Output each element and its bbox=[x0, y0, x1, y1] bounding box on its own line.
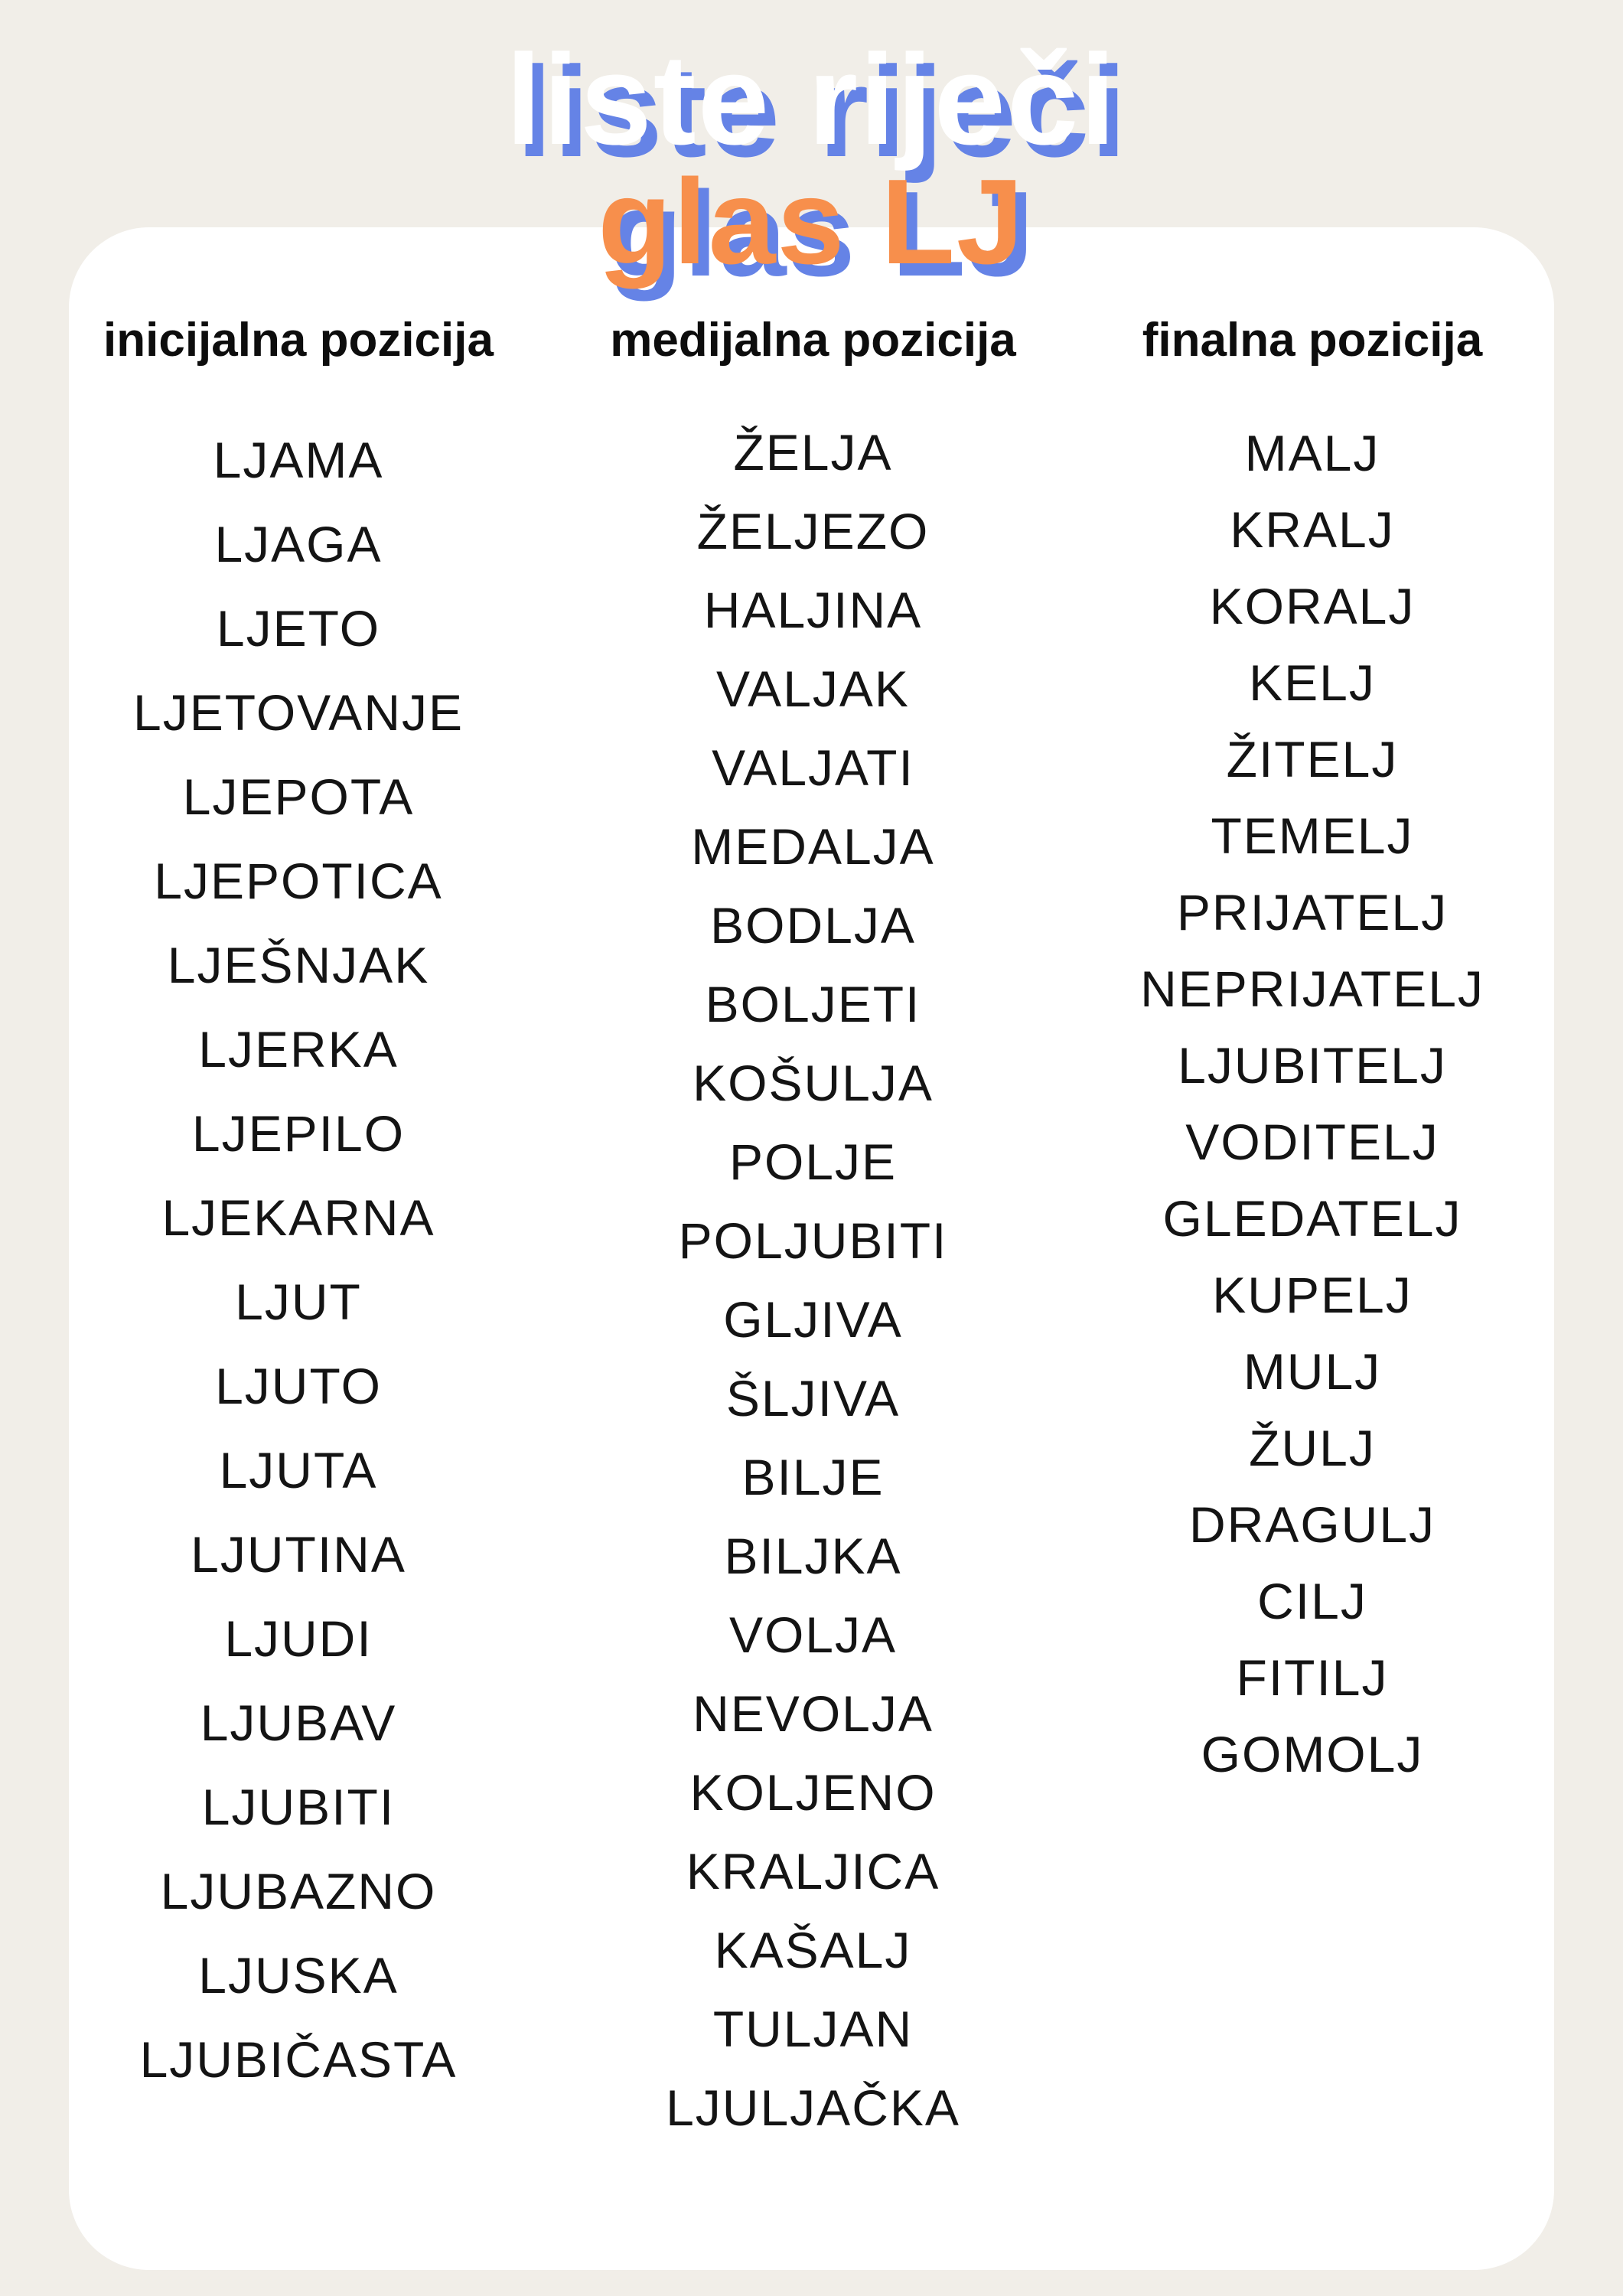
word-item: LJETO bbox=[216, 600, 381, 657]
word-item: KRALJ bbox=[1230, 501, 1395, 558]
word-item: LJUBAZNO bbox=[160, 1863, 437, 1919]
word-item: BILJKA bbox=[724, 1528, 902, 1584]
word-item: VODITELJ bbox=[1185, 1114, 1439, 1170]
word-item: DRAGULJ bbox=[1188, 1496, 1436, 1553]
word-item: MALJ bbox=[1244, 425, 1380, 481]
word-item: ŽULJ bbox=[1249, 1420, 1376, 1476]
word-item: LJUSKA bbox=[198, 1947, 399, 2004]
word-item: LJUTINA bbox=[191, 1526, 406, 1583]
word-item: GLJIVA bbox=[723, 1291, 903, 1348]
word-item: LJEPOTA bbox=[182, 768, 415, 825]
word-item: LJUBAV bbox=[200, 1694, 397, 1751]
word-item: KAŠALJ bbox=[714, 1922, 912, 1978]
word-item: NEPRIJATELJ bbox=[1140, 960, 1484, 1017]
word-item: LJETOVANJE bbox=[132, 684, 464, 741]
word-item: LJUT bbox=[235, 1274, 362, 1330]
word-item: LJEPOTICA bbox=[154, 853, 443, 909]
word-item: KUPELJ bbox=[1212, 1267, 1413, 1323]
word-item: GOMOLJ bbox=[1201, 1726, 1424, 1782]
column-header-initial: inicijalna pozicija bbox=[103, 314, 494, 367]
word-item: GLEDATELJ bbox=[1162, 1190, 1462, 1247]
word-item: ŠLJIVA bbox=[725, 1370, 901, 1427]
word-item: ŽELJA bbox=[733, 424, 893, 481]
word-list-initial bbox=[54, 418, 543, 2102]
word-item: KOLJENO bbox=[689, 1764, 937, 1821]
column-header-medial: medijalna pozicija bbox=[610, 314, 1016, 367]
word-item: LJERKA bbox=[198, 1021, 399, 1078]
word-item: BILJE bbox=[741, 1449, 885, 1505]
word-item: VOLJA bbox=[728, 1606, 898, 1663]
word-item: VALJATI bbox=[712, 739, 914, 796]
word-item: POLJE bbox=[728, 1133, 898, 1190]
word-item: HALJINA bbox=[703, 582, 923, 638]
word-item: LJUBIČASTA bbox=[139, 2031, 458, 2088]
word-item: LJUBITELJ bbox=[1178, 1037, 1447, 1094]
word-item: LJUBITI bbox=[201, 1779, 396, 1835]
page-subtitle: glas LJ bbox=[598, 155, 1025, 289]
word-item: KRALJICA bbox=[686, 1843, 940, 1900]
word-item: POLJUBITI bbox=[678, 1212, 948, 1269]
word-list-final bbox=[1067, 415, 1557, 1792]
page-title: liste riječi bbox=[505, 28, 1118, 171]
word-item: PRIJATELJ bbox=[1176, 884, 1449, 941]
column-header-final: finalna pozicija bbox=[1142, 314, 1483, 367]
word-item: BOLJETI bbox=[705, 976, 921, 1032]
word-item: LJULJAČKA bbox=[666, 2079, 960, 2136]
word-list-medial bbox=[566, 413, 1060, 2148]
word-item: ŽITELJ bbox=[1226, 731, 1399, 788]
word-item: MULJ bbox=[1243, 1343, 1382, 1400]
word-item: VALJAK bbox=[716, 660, 910, 717]
word-item: BODLJA bbox=[710, 897, 916, 954]
word-item: LJEPILO bbox=[191, 1105, 406, 1162]
word-item: TEMELJ bbox=[1211, 807, 1414, 864]
word-item: FITILJ bbox=[1236, 1649, 1389, 1706]
word-item: MEDALJA bbox=[691, 818, 935, 875]
word-item: LJEŠNJAK bbox=[167, 937, 430, 993]
word-item: NEVOLJA bbox=[693, 1685, 934, 1742]
word-item: KELJ bbox=[1249, 654, 1376, 711]
word-item: LJEKARNA bbox=[161, 1189, 435, 1246]
word-item: LJUDI bbox=[224, 1610, 373, 1667]
word-item: LJUTA bbox=[219, 1442, 378, 1499]
word-item: LJUTO bbox=[215, 1358, 382, 1414]
word-item: KOŠULJA bbox=[693, 1055, 934, 1111]
word-item: LJAGA bbox=[214, 516, 383, 572]
word-item: TULJAN bbox=[712, 2001, 914, 2057]
word-item: CILJ bbox=[1257, 1573, 1367, 1629]
word-item: KORALJ bbox=[1209, 578, 1416, 634]
word-item: LJAMA bbox=[213, 432, 384, 488]
word-item: ŽELJEZO bbox=[696, 503, 930, 559]
